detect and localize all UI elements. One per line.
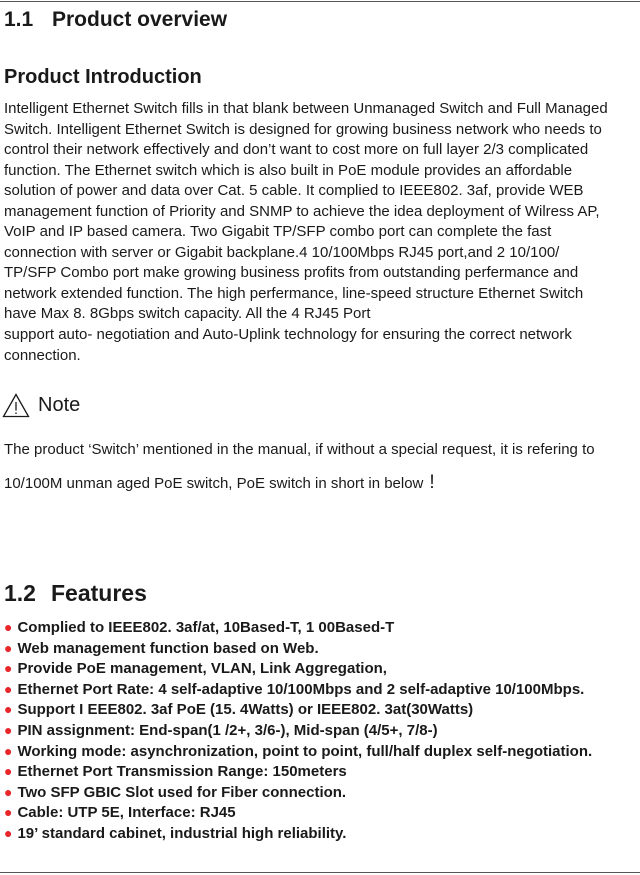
section-heading-features bbox=[4, 580, 147, 607]
feature-text: 19’ standard cabinet, industrial high reliability. bbox=[17, 824, 347, 842]
intro-text-line: Intelligent Ethernet Switch fills in that blank between Unmanaged Switch and Full Managed bbox=[4, 100, 608, 117]
feature-text: Complied to IEEE802. 3af/at, 10Based-T, 1 00Based-T bbox=[17, 619, 395, 636]
warning-triangle-icon bbox=[2, 393, 30, 418]
section-title: Features bbox=[51, 580, 147, 606]
note-label: Note bbox=[38, 393, 81, 416]
bullet-icon: ● bbox=[4, 639, 13, 656]
bullet-icon: ● bbox=[4, 721, 13, 738]
intro-text-line: control their network effectively and don’t want to cost more on full layer 2/3 complicated bbox=[4, 141, 589, 159]
features-list bbox=[4, 617, 592, 844]
bullet-icon: ● bbox=[4, 660, 13, 677]
intro-text-line: have Max 8. 8Gbps switch capacity. All the 4 RJ45 Port bbox=[4, 305, 371, 323]
feature-text: Provide PoE management, VLAN, Link Aggregation, bbox=[17, 660, 387, 678]
feature-text: Two SFP GBIC Slot used for Fiber connection. bbox=[17, 783, 347, 801]
feature-text: Ethernet Port Transmission Range: 150meters bbox=[17, 763, 347, 781]
intro-text-line: function. The Ethernet switch which is also built in PoE module provides an affordable bbox=[4, 161, 573, 179]
feature-item bbox=[4, 699, 592, 720]
product-introduction-heading: Product Introduction bbox=[4, 66, 202, 88]
note-text-line-2 bbox=[4, 472, 435, 494]
feature-text: Ethernet Port Rate: 4 self-adaptive 10/100Mbps and 2 self-adaptive 10/100Mbps. bbox=[17, 680, 585, 698]
note-text-line-2-body: 10/100M unman aged PoE switch, PoE switch in short in below bbox=[4, 475, 424, 492]
intro-text-line: network extended function. The high perfermance, line-speed structure Ethernet Switch bbox=[4, 284, 584, 302]
feature-item bbox=[4, 638, 592, 659]
feature-item bbox=[4, 658, 592, 679]
feature-text: Cable: UTP 5E, Interface: RJ45 bbox=[17, 804, 236, 822]
bullet-icon: ● bbox=[4, 680, 13, 697]
feature-item bbox=[4, 617, 592, 638]
section-heading-product-overview bbox=[4, 8, 227, 32]
intro-text-line: support auto- negotiation and Auto-Uplink technology for ensuring the correct network bbox=[4, 326, 572, 344]
intro-text-line: TP/SFP Combo port make growing business profits from outstanding perfermance and bbox=[4, 264, 579, 282]
top-rule bbox=[0, 1, 640, 2]
product-introduction-text bbox=[4, 99, 640, 366]
intro-text-line: VoIP and IP based camera. Two Gigabit TP/SFP combo port can complete the fast bbox=[4, 223, 552, 241]
section-number: 1.2 bbox=[4, 580, 36, 606]
section-number: 1.1 bbox=[4, 8, 34, 31]
feature-item bbox=[4, 823, 592, 844]
bottom-rule bbox=[0, 872, 640, 873]
bullet-icon: ● bbox=[4, 701, 13, 718]
feature-item bbox=[4, 679, 592, 700]
feature-text: Support I EEE802. 3af PoE (15. 4Watts) or IEEE802. 3at(30Watts) bbox=[17, 701, 474, 719]
intro-text-line: management function of Priority and SNMP to achieve the idea deployment of Wilress AP, bbox=[4, 202, 600, 220]
bullet-icon: ● bbox=[4, 619, 13, 635]
intro-text-line: connection with server or Gigabit backplane.4 10/100Mbps RJ45 port,and 2 10/100/ bbox=[4, 243, 560, 261]
feature-item bbox=[4, 802, 592, 823]
intro-text-line: solution of power and data over Cat. 5 cable. It complied to IEEE802. 3af, provide WEB bbox=[4, 182, 584, 200]
feature-text: PIN assignment: End-span(1 /2+, 3/6-), Mid-span (4/5+, 7/8-) bbox=[17, 721, 438, 739]
feature-item bbox=[4, 782, 592, 803]
note-exclamation: ! bbox=[429, 472, 435, 493]
bullet-icon: ● bbox=[4, 783, 13, 800]
bullet-icon: ● bbox=[4, 804, 13, 821]
section-title: Product overview bbox=[52, 8, 228, 31]
feature-item bbox=[4, 720, 592, 741]
intro-text-line: Switch. Intelligent Ethernet Switch is designed for growing business network who needs to bbox=[4, 120, 602, 138]
note-text-line-1: The product ‘Switch’ mentioned in the manual, if without a special request, it is refering to bbox=[4, 441, 595, 458]
feature-text: Web management function based on Web. bbox=[17, 639, 319, 657]
feature-text: Working mode: asynchronization, point to point, full/half duplex self-negotiation. bbox=[17, 742, 593, 760]
feature-item bbox=[4, 741, 592, 762]
intro-text-line: connection. bbox=[4, 346, 81, 364]
bullet-icon: ● bbox=[4, 763, 13, 780]
note-callout bbox=[2, 390, 80, 420]
bullet-icon: ● bbox=[4, 824, 13, 841]
feature-item bbox=[4, 761, 592, 782]
bullet-icon: ● bbox=[4, 742, 13, 759]
